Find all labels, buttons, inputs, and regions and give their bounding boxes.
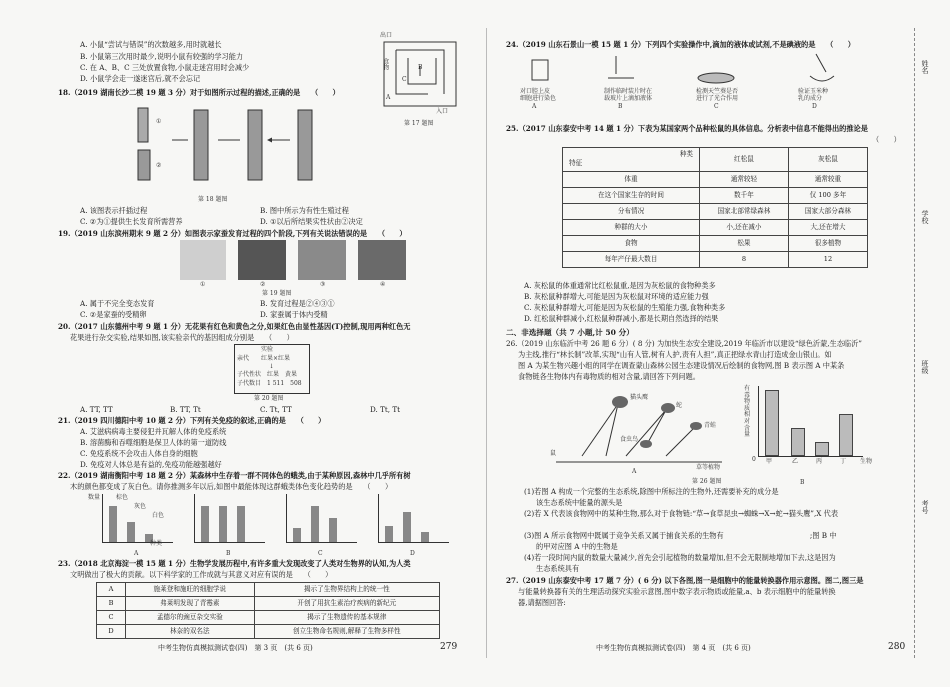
q22-option-b: B — [226, 550, 231, 557]
q26-toxin-chart — [744, 385, 874, 466]
q18-option-a: A. 该图表示扦插过程 — [80, 206, 148, 215]
q20-arrow: ↓ — [269, 363, 275, 370]
silkworm-moth-image — [180, 240, 226, 280]
q25-table-row — [563, 236, 868, 252]
silkworm-larva-image — [358, 240, 406, 280]
q25-table-cell: 小,还在减小 — [700, 220, 789, 236]
q20-offspring-count-row: 子代数目 1 511 508 — [237, 380, 302, 387]
q21-stem: 21.（2019 四川德阳中考 10 题 2 分）下列有关免疫的叙述,正确的是 （ ） — [58, 416, 326, 425]
q26-sub4-cont: 生态系统具有 — [536, 564, 580, 573]
q25-paren: （ ） — [872, 135, 901, 144]
q25-table-row — [563, 172, 868, 188]
q25-head-red: 红松鼠 — [700, 148, 789, 172]
q25-table-cell: 在这个国家生存的时间 — [563, 188, 700, 204]
q25-head-trait: 特征 — [569, 159, 583, 168]
q22-legend-gray: 灰色 — [134, 503, 147, 510]
q19-option-c: C. ②是家蚕的受精卵 — [80, 310, 147, 319]
toxin-xlabel: 生物 — [860, 458, 873, 465]
binding-exam-number-label: 考号 — [921, 500, 929, 514]
q23-table-cell: A — [97, 583, 126, 597]
q23-table — [96, 582, 440, 639]
q19-caption: 第 19 题图 — [262, 290, 292, 297]
q26-stem-4: 食物链各生物体内有毒物质的相对含量,请回答下列问题。 — [518, 372, 700, 381]
q17-caption: 第 17 题图 — [404, 120, 434, 127]
q18-option-d: D. ①以后所结果实性状由②决定 — [260, 217, 363, 226]
food-web-owl: 猫头鹰 — [630, 394, 649, 401]
food-web-plants: 草等植物 — [696, 464, 721, 471]
q22-ylabel: 数量 — [88, 494, 101, 501]
q22-d-gray-bar — [403, 512, 411, 542]
maze-point-b: B — [418, 64, 423, 71]
q22-chart-c — [286, 494, 357, 543]
q25-table-cell: 12 — [788, 252, 867, 268]
food-web-rat: 鼠 — [550, 450, 557, 457]
q26-sub3: (3)图 A 所示食物网中既属于竞争关系又属于捕食关系的生物有 ;图 B 中 — [524, 531, 837, 540]
q25-table-row — [563, 220, 868, 236]
q23-table-row — [97, 611, 440, 625]
q22-a-brown-bar — [109, 506, 117, 542]
q24-label-c: C — [714, 103, 719, 110]
q17-option-a: A. 小鼠“尝试与错误”的次数越多,用时就越长 — [80, 40, 222, 49]
q25-table-cell: 种群的大小 — [563, 220, 700, 236]
q27-stem-1: 27.（2019 山东泰安中考 17 题 7 分）( 6 分) 以下各图,图一是细胞中的能量转换器作用示意图。图二,图三是 — [506, 576, 864, 585]
toxin-label-yi: 乙 — [792, 458, 799, 465]
q20-option-d: D. Tt, Tt — [370, 405, 401, 414]
q23-table-cell: B — [97, 597, 126, 611]
q25-table-row — [563, 188, 868, 204]
food-web-frog: 青蛙 — [704, 422, 717, 429]
q19-option-b: B. 发育过程是②④③① — [260, 299, 335, 308]
q25-table-row — [563, 204, 868, 220]
q25-table-cell: 国家大部分森林 — [788, 204, 867, 220]
q26-sub4: (4)若一段时间内鼠的数量大量减少,首先会引起植物的数量增加,但不会无限制地增加下去,这是因为 — [524, 553, 836, 562]
binding-strip — [912, 0, 950, 687]
q21-option-b: B. 溶菌酶和吞噬细胞是保卫人体的第一道防线 — [80, 438, 227, 447]
silkworm-pupa-image — [298, 240, 346, 280]
toxin-zero: 0 — [752, 456, 756, 463]
q25-table-cell: 8 — [700, 252, 789, 268]
q19-option-a: A. 属于不完全变态发育 — [80, 299, 155, 308]
q20-stem-cont: 花果进行杂交实验,结果如图,该实验亲代的基因组成分别是 （ ） — [70, 333, 294, 342]
q19-label-1: ① — [200, 281, 206, 288]
grafting-drawing — [128, 100, 338, 192]
q22-option-a: A — [134, 550, 139, 557]
q25-table-cell: 分布情况 — [563, 204, 700, 220]
q24-cap-a2: 细胞进行染色 — [520, 95, 557, 102]
left-page-number: 279 — [440, 642, 458, 652]
q22-d-white-bar — [421, 532, 429, 542]
q19-stem: 19.（2019 山东滨州期末 9 题 2 分）如图表示家蚕发育过程的四个阶段,下列有关说法错误的是 （ ） — [58, 229, 407, 238]
q24-cap-a1: 对口腔上皮 — [520, 88, 551, 95]
maze-exit-label: 出口 — [380, 32, 393, 39]
q18-marker-2: ② — [156, 162, 162, 169]
q25-table-row — [563, 252, 868, 268]
q23-table-cell: C — [97, 611, 126, 625]
q20-parent-row: 亲代 红果×红果 — [237, 355, 291, 362]
q22-chart-b — [194, 494, 265, 543]
q23-stem: 23.（2018 北京海淀一模 15 题 1 分）生物学发展历程中,有许多重大发现改变了人类对生物界的认知,为人类 — [58, 559, 411, 568]
q22-stem-cont: 木的颜色都变成了灰白色。请你推测多年以后,如图中最能体现这群蛾类体色变化趋势的是 （ ） — [70, 482, 393, 491]
q22-a-gray-bar — [127, 522, 135, 542]
maze-point-c: C — [402, 76, 407, 83]
q27-stem-3: 器,请据图回答: — [518, 598, 566, 607]
q17-option-c: C. 在 A、B、C 三处放置食物,小鼠走迷宫用时会减少 — [80, 63, 250, 72]
maze-drawing — [378, 36, 460, 118]
binding-name-label: 姓名 — [921, 60, 929, 74]
q22-b-gray-bar — [219, 506, 227, 542]
q24-label-b: B — [618, 103, 623, 110]
q24-label-a: A — [532, 103, 537, 110]
toxin-bar-ding — [839, 414, 853, 456]
q24-label-d: D — [812, 103, 817, 110]
q26-sub1: (1)若图 A 构成一个完整的生态系统,除图中所标注的生物外,还需要补充的成分是 — [524, 487, 779, 496]
q26-sub3-cont: 的甲对应图 A 中的生物是 — [536, 542, 618, 551]
q25-table — [562, 147, 868, 268]
q26-stem-3: 图 A 为某生物兴趣小组的同学在调查蒙山森林公园生态建设情况后绘制的食物网,图 B 表示图 A 中某条 — [518, 361, 845, 370]
q25-table-cell: 每年产仔最大数目 — [563, 252, 700, 268]
q20-option-a: A. TT, TT — [80, 405, 113, 414]
q22-option-c: C — [318, 550, 323, 557]
q21-option-c: C. 免疫系统不会攻击人体自身的细胞 — [80, 449, 198, 458]
q22-legend-brown: 棕色 — [116, 494, 129, 501]
section-two-heading: 二、非选择题（共 7 小题,计 50 分） — [506, 328, 634, 337]
q20-cross-table — [234, 344, 310, 394]
toxin-bar-jia — [765, 390, 779, 456]
q22-b-white-bar — [237, 506, 245, 542]
q17-option-b: B. 小鼠第三次用时最少,说明小鼠有较强的学习能力 — [80, 52, 244, 61]
maze-point-a: A — [386, 94, 391, 101]
maze-entry-label: 入口 — [436, 108, 449, 115]
q25-option-d: D. 红松鼠种群减小,红松鼠种群减小,都是长期自然选择的结果 — [524, 314, 719, 323]
q25-option-b: B. 灰松鼠种群增大,可能是因为灰松鼠对环境的适应能力强 — [524, 292, 709, 301]
q22-d-brown-bar — [385, 526, 393, 542]
q19-label-2: ② — [260, 281, 266, 288]
q24-cap-d2: 乳的成分 — [798, 95, 823, 102]
q20-table-title: 实验 — [261, 346, 274, 353]
q23-table-cell: 弗莱明发现了青霉素 — [126, 597, 255, 611]
food-web-bird: 食虫鸟 — [620, 436, 639, 443]
q26-sub1-cont: 该生态系统中能量的源头是 — [536, 498, 623, 507]
silkworm-egg-image — [238, 240, 286, 280]
q23-table-cell: 开创了用抗生素治疗疾病的新纪元 — [254, 597, 439, 611]
q25-table-cell: 仅 100 多年 — [788, 188, 867, 204]
q21-option-a: A. 艾滋病病毒主要侵犯并瓦解人体的免疫系统 — [80, 427, 227, 436]
q26-sub2: (2)若 X 代表该食物网中的某种生物,那么对于食物链:“草→食草昆虫→蜘蛛→X→蛇→猫头鹰”,X 代表 — [524, 509, 839, 518]
binding-class-label: 班级 — [921, 360, 929, 374]
q25-option-a: A. 灰松鼠的体重通常比红松鼠重,是因为灰松鼠的食物种类多 — [524, 281, 716, 290]
q24-cap-b2: 载玻片上滴加液体 — [604, 95, 653, 102]
page-divider — [486, 28, 487, 658]
q23-table-cell: 揭示了生物遗传的基本规律 — [254, 611, 439, 625]
q19-label-3: ③ — [320, 281, 326, 288]
q23-table-cell: D — [97, 625, 126, 639]
q24-stem: 24.（2019 山东石景山一模 15 题 1 分）下列四个实验操作中,滴加的液体或试剂,不是碘液的是 （ ） — [506, 40, 855, 49]
q24-cap-c2: 进行了光合作用 — [696, 95, 739, 102]
q25-head-kind: 种类 — [679, 150, 693, 158]
food-web-snake: 蛇 — [676, 402, 683, 409]
q27-stem-2: 与能量转换器有关的生理活动探究实验示意图,图中数字表示物质或能量,a、b 表示细胞中的能量转换 — [518, 587, 836, 596]
q23-stem-cont: 文明做出了极大的贡献。以下科学家的工作成就与其意义对应有误的是 （ ） — [70, 570, 333, 579]
q23-table-cell: 施莱登和施旺的细胞学说 — [126, 583, 255, 597]
q25-table-cell: 松果 — [700, 236, 789, 252]
right-footer: 中考生物仿真模拟测试卷(四) 第 4 页 (共 6 页) — [596, 644, 751, 652]
q20-option-b: B. TT, Tt — [170, 405, 201, 414]
q17-maze-figure — [378, 32, 460, 118]
q22-stem: 22.（2019 湖南衡阳中考 18 题 2 分）某森林中生存着一群不同体色的蛾类,由于某种原因,森林中几乎所有树 — [58, 471, 411, 480]
toxin-axes — [758, 386, 863, 457]
q18-option-b: B. 图中所示为有性生殖过程 — [260, 206, 349, 215]
q24-cap-b1: 制作临时装片时在 — [604, 88, 653, 95]
q25-table-cell: 体重 — [563, 172, 700, 188]
binding-school-label: 学校 — [921, 210, 929, 224]
q24-cap-c1: 检测天竺葵是否 — [696, 88, 739, 95]
q26-stem-2: 为主线,推行“林长制”改革,实现“山有人管,树有人护,责有人担”,真正把绿水青山打造成金山银山。如 — [518, 350, 832, 359]
q20-stem: 20.（2017 山东德州中考 9 题 1 分）无花果有红色和黄色之分,如果红色由显性基因(T)控制,现用两种红色无 — [58, 322, 411, 331]
q25-table-cell: 国家北部常绿森林 — [700, 204, 789, 220]
q23-table-row — [97, 625, 440, 639]
q25-table-cell: 食物 — [563, 236, 700, 252]
q25-table-cell: 很多植物 — [788, 236, 867, 252]
right-page-number: 280 — [888, 642, 906, 652]
q26-caption: 第 26 题图 — [692, 478, 722, 485]
q23-table-cell: 林奈的双名法 — [126, 625, 255, 639]
toxin-label-ding: 丁 — [840, 458, 847, 465]
q22-b-brown-bar — [201, 506, 209, 542]
toxin-label-bing: 丙 — [816, 458, 823, 465]
q22-chart-d — [378, 494, 449, 543]
q22-xlabel: 种类 — [150, 540, 163, 547]
toxin-bar-yi — [791, 428, 805, 456]
q22-c-brown-bar — [293, 528, 301, 542]
food-web-label-a: A — [632, 468, 637, 475]
q20-option-c: C. Tt, TT — [260, 405, 292, 414]
q25-table-cell: 数千年 — [700, 188, 789, 204]
q18-marker-1: ① — [156, 118, 162, 125]
q19-label-4: ④ — [380, 281, 386, 288]
q18-option-c: C. ②为①提供生长发育所需营养 — [80, 217, 183, 226]
q19-option-d: D. 家蚕属于体内受精 — [260, 310, 328, 319]
q21-option-d: D. 免疫对人体总是有益的,免疫功能越强越好 — [80, 460, 222, 469]
q25-table-cell: 通常较轻 — [700, 172, 789, 188]
toxin-bar-bing — [815, 442, 829, 456]
q22-legend-white: 白色 — [152, 512, 165, 519]
q20-caption: 第 20 题图 — [254, 395, 284, 402]
q24-cap-d1: 验证玉米种 — [798, 88, 829, 95]
q26-label-b: B — [800, 479, 805, 486]
q18-stem: 18.（2019 湖南长沙二模 19 题 3 分）对于如图所示过程的描述,正确的是 （ ） — [58, 88, 340, 97]
left-footer: 中考生物仿真模拟测试卷(四) 第 3 页 (共 6 页) — [158, 644, 313, 652]
q23-table-row — [97, 597, 440, 611]
q26-stem-1: 26.（2019 山东临沂中考 26 题 6 分）( 8 分) 为加快生态安全建设,2019 年临沂市以建设“绿色沂蒙,生态临沂” — [506, 339, 862, 348]
q25-head-gray: 灰松鼠 — [788, 148, 867, 172]
q22-c-white-bar — [329, 518, 337, 542]
q23-table-cell: 孟德尔的豌豆杂交实验 — [126, 611, 255, 625]
q26-food-web — [546, 386, 726, 476]
q25-corner-cell — [563, 148, 700, 172]
q23-table-row — [97, 583, 440, 597]
q25-table-cell: 通常较重 — [788, 172, 867, 188]
toxin-ylabel: 有 毒 物 质 相 对 含 量 — [744, 385, 751, 439]
q25-option-c: C. 灰松鼠种群增大,可能是因为灰松鼠的生殖能力强,食物种类多 — [524, 303, 726, 312]
q23-table-cell: 创立生物命名规则,解释了生物多样性 — [254, 625, 439, 639]
q25-stem: 25.（2017 山东泰安中考 14 题 1 分）下表为某国家两个品种松鼠的具体信息。分析表中信息不能得出的推论是 — [506, 124, 868, 133]
toxin-label-jia: 甲 — [766, 458, 773, 465]
maze-food-label: 食物 — [381, 58, 389, 70]
binding-line — [914, 28, 916, 658]
q22-c-gray-bar — [311, 506, 319, 542]
q17-option-d: D. 小鼠学会走一遂迷宫后,就不会忘记 — [80, 74, 201, 83]
q23-table-cell: 揭示了生物界结构上的统一性 — [254, 583, 439, 597]
q25-table-cell: 大,还在增大 — [788, 220, 867, 236]
q24-apparatus-drawing — [526, 52, 846, 86]
q18-grafting-figure — [128, 100, 338, 192]
q20-offspring-trait-row: 子代性状 红果 黄果 — [237, 371, 298, 378]
q18-caption: 第 18 题图 — [198, 196, 228, 203]
q22-option-d: D — [410, 550, 415, 557]
